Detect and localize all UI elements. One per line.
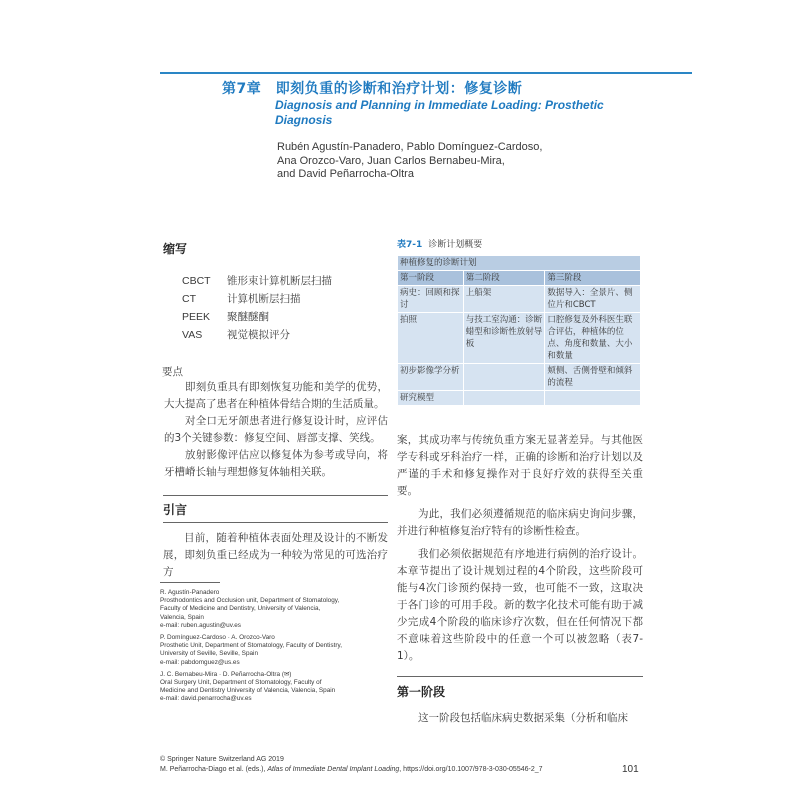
chapter-title-english (275, 98, 695, 128)
abbreviation-key: PEEK (182, 311, 211, 323)
abbreviation-row (182, 290, 332, 308)
affiliation-email: e-mail: david.penarrocha@uv.es (160, 695, 252, 703)
affiliation-line: Faculty of Medicine and Dentistry, University of Valencia, (160, 605, 321, 613)
table-number: 表7-1 (397, 240, 423, 250)
table-cell (463, 364, 545, 391)
title-en-line-1: Diagnosis and Planning in Immediate Loading: Prosthetic (275, 98, 604, 112)
abstract-paragraph: 即刻负重具有即刻恢复功能和美学的优势，大大提高了患者在种植体骨结合期的生活质量。 (164, 381, 388, 410)
section-divider (163, 522, 388, 523)
table-cell: 与技工室沟通：诊断蜡型和诊断性放射导板 (463, 313, 545, 364)
affiliation-line: Oral Surgery Unit, Department of Stomatology, Faculty of (160, 679, 322, 687)
abbreviation-row (182, 272, 332, 290)
abbreviation-key: CT (182, 293, 196, 305)
affiliation-line: University of Seville, Seville, Spain (160, 650, 259, 658)
column-header: 第三阶段 (545, 271, 641, 286)
body-paragraph: 这一阶段包括临床病史数据采集（分析和临床 (418, 712, 628, 724)
table-cell: 初步影像学分析 (398, 364, 464, 391)
author-line: Ana Orozco-Varo, Juan Carlos Bernabeu-Mira, (277, 154, 505, 167)
affiliation-line: Prosthodontics and Occlusion unit, Department of Stomatology, (160, 597, 340, 605)
copyright-line: © Springer Nature Switzerland AG 2019 (160, 756, 284, 763)
affiliation-block (160, 634, 395, 667)
abbreviation-value: 视觉模拟评分 (227, 329, 290, 341)
introduction-body (163, 530, 388, 581)
abbreviation-key: VAS (182, 329, 203, 341)
author-list (277, 141, 577, 182)
author-line: Rubén Agustín-Panadero, Pablo Domínguez-Cardoso, (277, 141, 543, 153)
citation-authors: M. Peñarrocha-Diago et al. (eds.), (160, 766, 268, 773)
title-en-line-2: Diagnosis (275, 113, 333, 127)
table-row (398, 364, 641, 391)
affiliation-line: J. C. Bernabeu-Mira · D. Peñarrocha-Oltra (✉) (160, 670, 292, 678)
stage-one-heading: 第一阶段 (397, 685, 446, 699)
introduction-heading: 引言 (163, 503, 188, 517)
stage-one-body (397, 710, 643, 727)
body-paragraph: 为此，我们必须遵循规范的临床病史询问步骤，并进行种植修复治疗特有的诊断性检查。 (397, 508, 643, 537)
page-number: 101 (622, 764, 639, 775)
right-column-body (397, 432, 643, 665)
abbreviation-value: 计算机断层扫描 (227, 293, 301, 305)
abbreviation-list (182, 272, 332, 344)
column-header: 第二阶段 (463, 271, 545, 286)
section-divider (397, 676, 643, 677)
affiliation-block (160, 671, 395, 704)
table-column-row (398, 271, 641, 286)
abbreviation-row (182, 308, 332, 326)
abbreviation-value: 锥形束计算机断层扫描 (227, 275, 332, 287)
table-row (398, 313, 641, 364)
abbreviation-value: 聚醚醚酮 (227, 311, 269, 323)
citation-line (160, 765, 543, 775)
affiliation-line: Medicine and Dentistry University of Valencia, Valencia, Spain (160, 687, 336, 695)
abstract-paragraph: 对全口无牙颌患者进行修复设计时，应评估的3个关键参数：修复空间、唇部支撑、笑线。 (164, 415, 388, 444)
book-title: Atlas of Immediate Dental Implant Loading (267, 766, 400, 773)
abbreviation-row (182, 326, 332, 344)
column-header: 第一阶段 (398, 271, 464, 286)
table-header: 种植修复的诊断计划 (398, 256, 641, 271)
table-cell: 研究模型 (398, 391, 464, 406)
affiliation-line: P. Domínguez-Cardoso · A. Orozco-Varo (160, 634, 275, 642)
table-caption (397, 237, 482, 250)
table-cell (463, 391, 545, 406)
diagnosis-plan-table (397, 255, 641, 406)
table-cell: 拍照 (398, 313, 464, 364)
affiliation-line: Prosthetic Unit, Department of Stomatology, Faculty of Dentistry, (160, 642, 342, 650)
footnote-rule (160, 582, 220, 583)
author-line: and David Peñarrocha-Oltra (277, 168, 414, 180)
abstract-body (164, 379, 388, 481)
table-row (398, 391, 641, 406)
chapter-title: 第7章 即刻负重的诊断和治疗计划：修复诊断 (222, 81, 523, 97)
abbreviations-heading: 缩写 (163, 242, 188, 256)
affiliation-line: Valencia, Spain (160, 613, 204, 621)
affiliation-line: R. Agustín-Panadero (160, 589, 220, 596)
copyright-notice (160, 755, 543, 775)
affiliation-block (160, 589, 395, 630)
abstract-heading: 要点 (162, 366, 183, 378)
table-row (398, 286, 641, 313)
section-divider (163, 495, 388, 496)
body-paragraph: 案，其成功率与传统负重方案无显著差异。与其他医学专科或牙科治疗一样，正确的诊断和治疗计划以及严谨的手术和修复操作对于良好疗效的获得至关重要。 (397, 434, 643, 497)
table-title: 诊断计划概要 (428, 240, 483, 250)
introduction-paragraph: 目前，随着种植体表面处理及设计的不断发展，即刻负重已经成为一种较为常见的可选治疗方 (163, 532, 388, 578)
body-paragraph: 我们必须依据规范有序地进行病例的治疗设计。本章节提出了设计规划过程的4个阶段，这些阶段可能与4次门诊预约保持一致，也可能不一致，这取决于各门诊的可用手段。新的数字化技术可能有助于减少完成4个阶段的临床诊疗次数，但在任何情况下都不意味着这些阶段中的任意一个可以被忽略（表7-1）。 (397, 548, 643, 662)
header-rule (160, 72, 692, 74)
table-cell: 口腔修复及外科医生联合评估，种植体的位点、角度和数量、大小和数量 (545, 313, 641, 364)
affiliation-footnotes (160, 589, 395, 708)
abstract-paragraph: 放射影像评估应以修复体为参考或导向，将牙槽嵴长轴与理想修复体轴相关联。 (164, 449, 388, 478)
table-header-row (398, 256, 641, 271)
affiliation-email: e-mail: ruben.agustin@uv.es (160, 621, 241, 629)
table-cell: 颊侧、舌侧骨壁和倾斜的流程 (545, 364, 641, 391)
table-cell: 病史：回顾和探讨 (398, 286, 464, 313)
abbreviation-key: CBCT (182, 275, 211, 287)
affiliation-email: e-mail: pabdomguez@us.es (160, 658, 240, 666)
table-cell (545, 391, 641, 406)
table-cell: 上船架 (463, 286, 545, 313)
table-cell: 数据导入：全景片、侧位片和CBCT (545, 286, 641, 313)
doi-link[interactable]: , https://doi.org/10.1007/978-3-030-05546-2_7 (399, 766, 543, 773)
